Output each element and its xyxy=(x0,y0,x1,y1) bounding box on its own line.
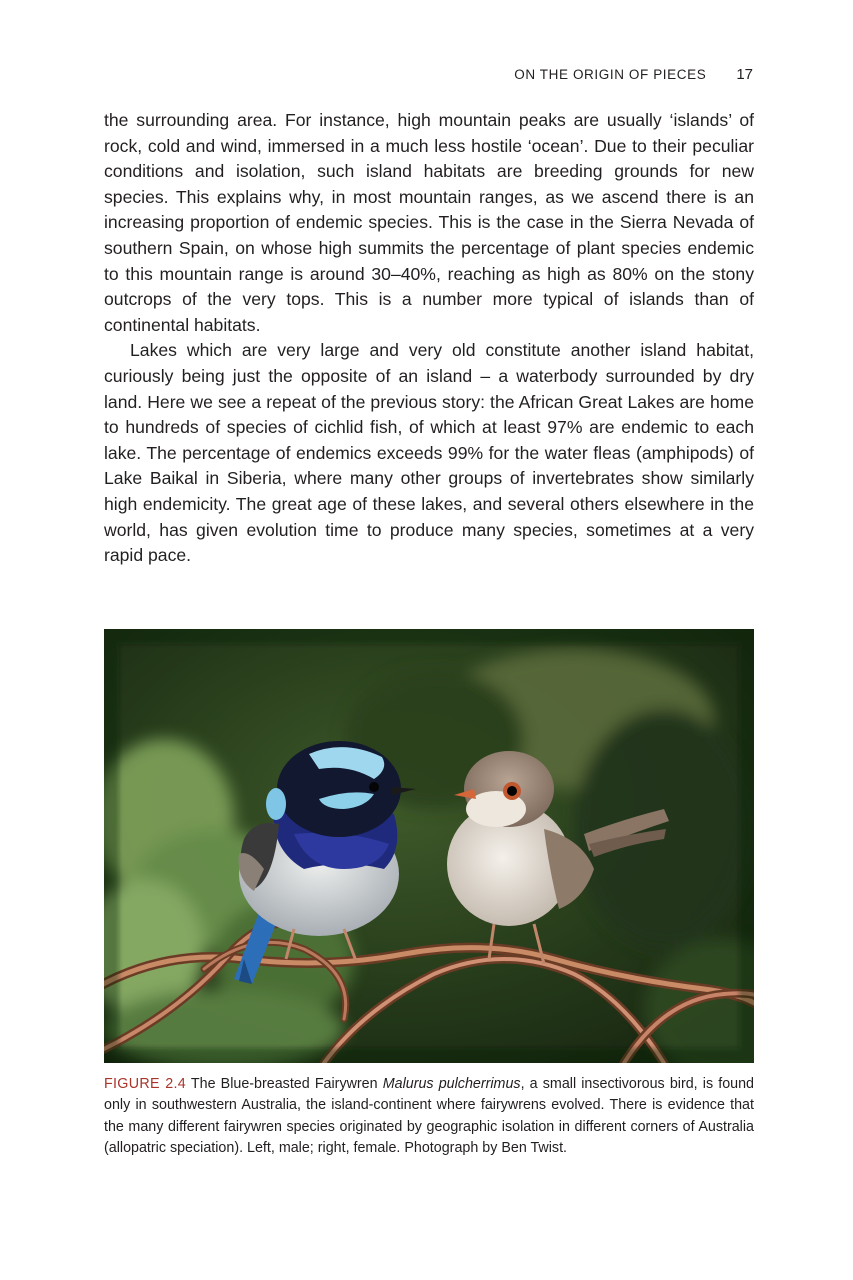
running-head xyxy=(514,66,753,83)
figure-photo xyxy=(104,629,754,1063)
figure-caption xyxy=(104,1074,754,1160)
caption-text: The Blue-breasted Fairywren xyxy=(186,1076,383,1092)
paragraph: the surrounding area. For instance, high mountain peaks are usually ‘islands’ of rock, cold and wind, immersed in a much less hostile ‘ocean’. Due to their peculiar conditions and isolation, such island habitats are breeding grounds for new species. This explains why, in most mountain ranges, as we ascend there is an increasing proportion of endemic species. This is the case in the Sierra Nevada of southern Spain, on whose high summits the percentage of plant species endemic to this mountain range is around 30–40%, reaching as high as 80% on the stony outcrops of the very tops. This is a number more typical of islands than of continental habitats. xyxy=(104,110,754,335)
caption-text: , a small insectivorous bird, is found only in southwestern Australia, the island-continent where fairywrens evolved. There is evidence that the many different fairywren species originated by geographic isolation in different corners of Australia (allopatric speciation). Left, male; right, female. Photograph by Ben Twist. xyxy=(104,1076,755,1157)
paragraph: Lakes which are very large and very old constitute another island habitat, curiously being just the opposite of an island – a waterbody surrounded by dry land. Here we see a repeat of the previous story: the African Great Lakes are home to hundreds of species of cichlid fish, of which at least 97% are endemic to each lake. The percentage of endemics exceeds 99% for the water fleas (amphipods) of Lake Baikal in Siberia, where many other groups of invertebrates show similarly high endemicity. The great age of these lakes, and several others elsewhere in the world, has given evolution time to produce many species, sometimes at a very rapid pace. xyxy=(104,340,754,566)
page-number: 17 xyxy=(736,66,753,83)
fairywren-photo-illustration xyxy=(104,629,754,1063)
running-title: ON THE ORIGIN OF PIECES xyxy=(514,67,707,82)
species-name: Malurus pulcherrimus xyxy=(382,1076,521,1092)
figure-label: FIGURE 2.4 xyxy=(104,1076,187,1092)
body-text xyxy=(104,108,754,569)
